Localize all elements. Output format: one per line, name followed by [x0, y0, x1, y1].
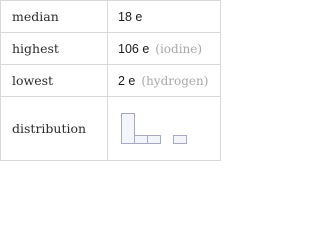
median-value: 18 e: [118, 9, 143, 24]
table-row-distribution: [1, 97, 221, 161]
histogram-bar: [148, 135, 161, 143]
statistics-table: [0, 0, 221, 161]
table-row-lowest: [1, 65, 221, 97]
row-value-cell: [108, 1, 221, 33]
highest-element-note: (iodine): [155, 41, 203, 56]
row-label: median: [1, 1, 108, 33]
histogram-bar: [122, 113, 135, 143]
table-row-median: [1, 1, 221, 33]
row-value-cell: [108, 65, 221, 97]
distribution-cell: [108, 97, 221, 161]
lowest-element-note: (hydrogen): [141, 73, 209, 88]
row-label: highest: [1, 33, 108, 65]
row-label: lowest: [1, 65, 108, 97]
table-row-highest: [1, 33, 221, 65]
row-value-cell: [108, 33, 221, 65]
histogram-bar: [135, 135, 148, 143]
row-label: distribution: [1, 97, 108, 161]
histogram-bar: [174, 135, 187, 143]
distribution-histogram: [119, 109, 199, 149]
lowest-value: 2 e: [118, 73, 136, 88]
highest-value: 106 e: [118, 41, 150, 56]
